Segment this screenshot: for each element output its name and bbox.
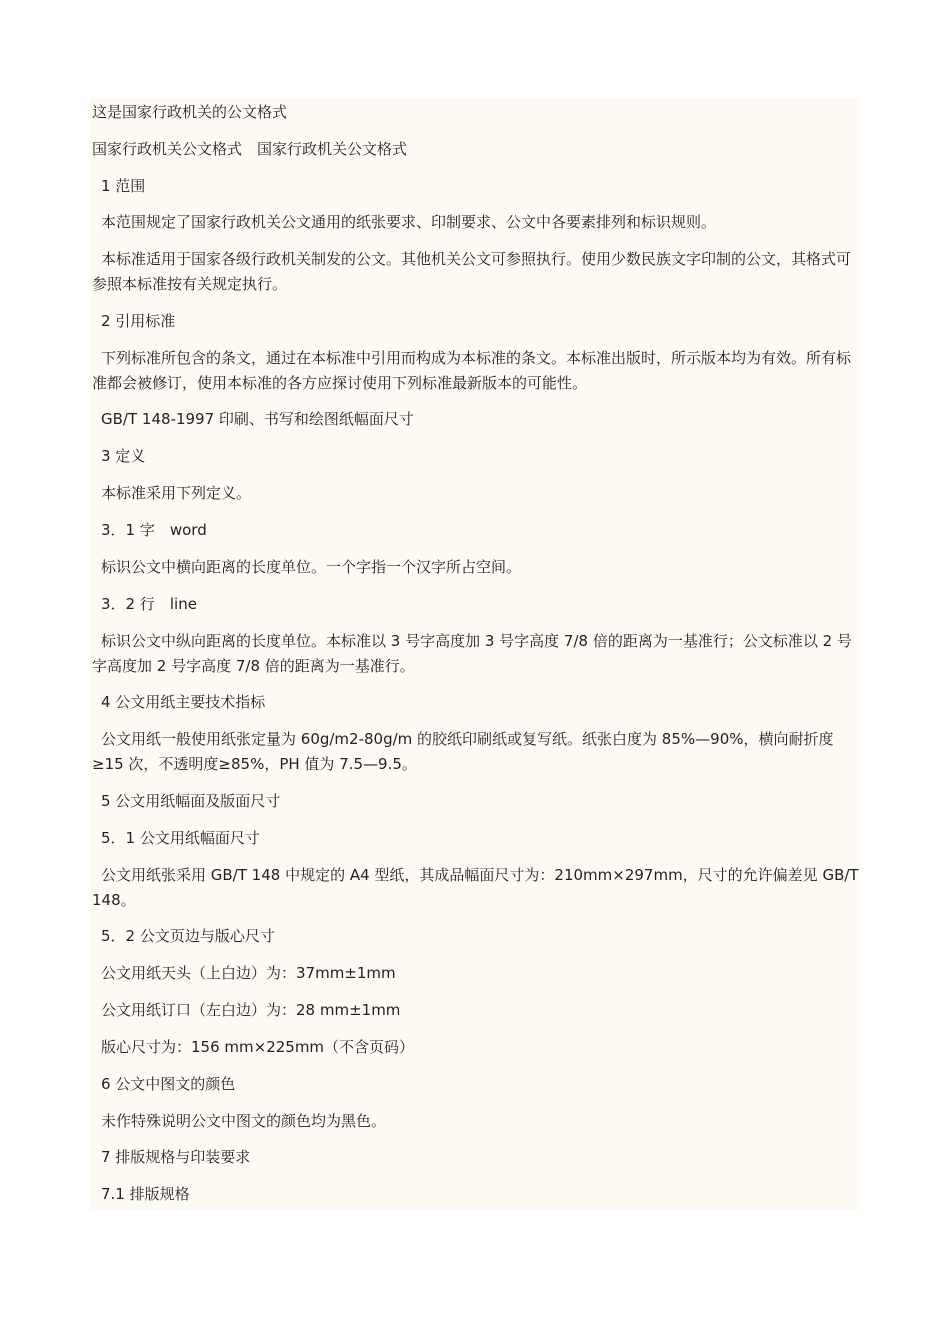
paragraph: 本标准采用下列定义。 xyxy=(101,484,252,502)
paragraph: 版心尺寸为：156 mm×225mm（不含页码） xyxy=(101,1038,415,1056)
subsection-heading: 7.1 排版规格 xyxy=(101,1185,190,1203)
section-heading-layout: 7 排版规格与印装要求 xyxy=(101,1148,251,1166)
subsection-heading: 5．1 公文用纸幅面尺寸 xyxy=(101,829,260,847)
document-subtitle: 国家行政机关公文格式 国家行政机关公文格式 xyxy=(92,140,408,158)
paragraph: 标识公文中纵向距离的长度单位。本标准以 3 号字高度加 3 号字高度 7/8 倍的距离为一基准行；公文标准以 2 号字高度加 2 号字高度 7/8 倍的距离为一基准行。 xyxy=(92,632,852,675)
subsection-heading: 5．2 公文页边与版心尺寸 xyxy=(101,927,275,945)
subsection-heading: 3．2 行 line xyxy=(101,595,197,613)
paragraph: 下列标准所包含的条文，通过在本标准中引用而构成为本标准的条文。本标准出版时，所示版本均为有效。所有标准都会被修订，使用本标准的各方应探讨使用下列标准最新版本的可能性。 xyxy=(92,349,852,392)
paragraph: GB/T 148-1997 印刷、书写和绘图纸幅面尺寸 xyxy=(101,410,414,428)
paragraph: 未作特殊说明公文中图文的颜色均为黑色。 xyxy=(101,1112,387,1130)
paragraph: 标识公文中横向距离的长度单位。一个字指一个汉字所占空间。 xyxy=(101,558,522,576)
document-body xyxy=(90,98,860,1210)
section-heading-paper: 4 公文用纸主要技术指标 xyxy=(101,693,266,711)
section-heading-size: 5 公文用纸幅面及版面尺寸 xyxy=(101,792,281,810)
paragraph: 公文用纸张采用 GB/T 148 中规定的 A4 型纸，其成品幅面尺寸为：210mm×297mm，尺寸的允许偏差见 GB/T 148。 xyxy=(92,866,859,909)
paragraph: 公文用纸天头（上白边）为：37mm±1mm xyxy=(101,964,396,982)
paragraph: 本范围规定了国家行政机关公文通用的纸张要求、印制要求、公文中各要素排列和标识规则。 xyxy=(101,213,717,231)
paragraph: 公文用纸一般使用纸张定量为 60g/m2-80g/m 的胶纸印刷纸或复写纸。纸张白度为 85%—90%，横向耐折度≥15 次，不透明度≥85%，PH 值为 7.5—9.5。 xyxy=(92,730,834,773)
section-heading-color: 6 公文中图文的颜色 xyxy=(101,1075,236,1093)
paragraph: 本标准适用于国家各级行政机关制发的公文。其他机关公文可参照执行。使用少数民族文字印制的公文，其格式可参照本标准按有关规定执行。 xyxy=(92,250,852,293)
section-heading-scope: 1 范围 xyxy=(101,177,146,195)
paragraph: 公文用纸订口（左白边）为：28 mm±1mm xyxy=(101,1001,401,1019)
document-title: 这是国家行政机关的公文格式 xyxy=(92,103,288,121)
section-heading-definitions: 3 定义 xyxy=(101,447,146,465)
section-heading-references: 2 引用标准 xyxy=(101,312,176,330)
subsection-heading: 3．1 字 word xyxy=(101,521,207,539)
